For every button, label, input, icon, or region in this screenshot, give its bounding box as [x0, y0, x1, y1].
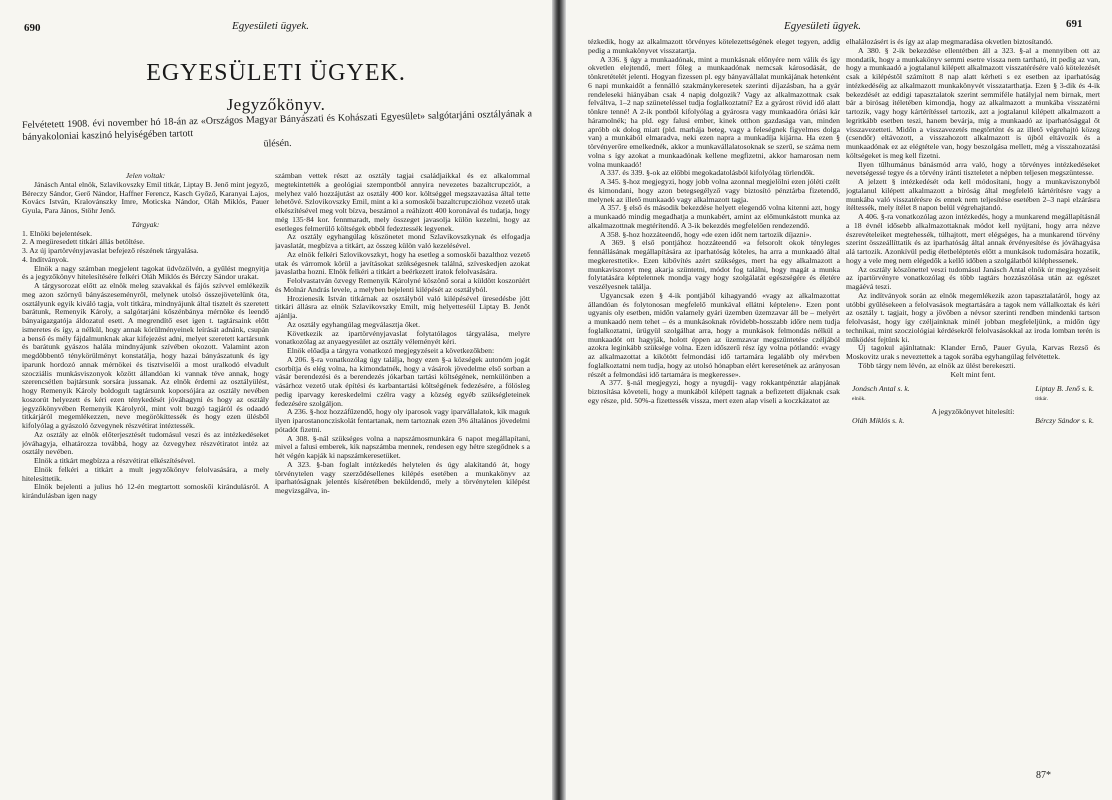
paragraph: Következik az ipartörvényjavaslat folytatólagos tárgyalása, melyre vonatkozólag az anyaegyesület az osztály véleményét kéri. [275, 328, 530, 347]
minutes-intro [22, 108, 533, 156]
signature-verifier-1: Oláh Miklós s. k. [852, 415, 905, 425]
paragraph: Az indítványok során az elnök megemlékezik azon tapasztalatáról, hogy az utóbbi gyűlésekeen a felolvasások megtartására a tagok nem vállalkoztak és kéri az osztály t. tagjait, hogy a jövőben a névsor szerinti rendben mindenki tartson felolvasást, hogy így czéljainknak minél jobban megfeleljünk, a midőn úgy technikai, mint szocziológiai kérdésekről felolvasásokkal az iroda lomban terén is működést fejtünk ki. [846, 290, 1100, 344]
paragraph: 2. A megüresedett titkári állás betöltése. [22, 237, 145, 247]
paragraph: A 345. §-hoz megjegyzi, hogy jobb volna azonnal megjelölni ezen jóléti czélt és kimondani, hogy azon betegsegélyző vagy biztosító pénztárba fizetendő, melynek az illető munkaadó vagy alkalmazott tagja. [588, 177, 840, 204]
signature-president-role: elnök. [852, 396, 866, 402]
paragraph: Az osztály az elnök előterjesztését tudomásul veszi és az intézkedéseket jóváhagyja, elhatározza továbbá, hogy az özvegyhez részvétiratot intéz az osztály nevében. [22, 429, 269, 457]
paragraph: Elnök bejelenti a julius hó 12-én megtartott somoskői kirándulásról. A kirándulásban igen nagy [22, 482, 269, 500]
minutes-title: Jegyzőkönyv. [226, 95, 326, 114]
paragraph: A 337. és 339. §-ok az előbbi megokadatolásból kifolyólag törlendők. [600, 168, 815, 178]
paragraph: Elnök előadja a tárgyra vonatkozó megjegyzéseit a következőkben: [287, 346, 495, 355]
paragraph: A jelzett § intézkedését oda kell módosítani, hogy a munkaviszonyból jogtalanul kilépett alkalmazott a bíróság által megfelelő kártérítésre vagy a munkába való visszatérésre és ennek nem teljesítése esetében 2–3 napi elzárásra ítéltessék, mely ítélet 8 napon belül végrehajtandó. [846, 177, 1100, 213]
paragraph: Jelen voltak: [125, 172, 166, 180]
paragraph: A 308. §-nál szükséges volna a napszámosmunkára 6 napot megállapítani, mivel a falusi emberek, kik napszámba mennek, rendesen egy hétre szegődnek s a hét végén kapják ki napszámkeresetüket. [275, 433, 530, 460]
paragraph: A 358. §-hoz hozzáteendő, hogy «de ezen időt nem tartozik díjazni». [600, 229, 812, 239]
paragraph: 4. Indítványok. [22, 254, 69, 264]
paragraph: tézkedik, hogy az alkalmazott törvényes kötelezettségének eleget tegyen, addig pedig a munkakönyvet visszatartja. [588, 38, 840, 55]
intro-text: Felvétetett 1908. évi november hó 18-án az «Országos Magyar Bányászati és Kohászati Egyesület» salgótarjáni osztályának a bányakoloniai kaszinó helyiségében tartott [22, 108, 533, 143]
paragraph: Ugyancsak ezen § 4-ik pontjából kihagyandó «vagy az alkalmazottat állandóan és folytonosan megfelelő munkával ellátni képtelen». Ezen pont ugyanis oly esetben, midőn valamely gyári üzemben üzemzavar áll be – melyért a munkaadó nem tehet – és a munkásoknak rövidebb-hosszabb időre nem tudja foglalkoztatni, ürügyül szolgálhat arra, hogy a munkások felmondás nélkül a munkaadót ott hagyják, holott éppen az üzemzavar megszüntetése czéljából azokra leginkább szüksége volna. Ezen időszerű rész így volna pótlandó: «vagy az alkalmazottat a kikötött felmondási idő tartamára legalább oly mérvben foglalkoztatni nem tudja, hogy az utolsó hónapban elért keresetének az arányosan részét a felmondási idő tartamára is megkeresse». [588, 290, 840, 379]
page-number-right: 691 [1066, 18, 1083, 30]
paragraph: A 406. §-ra vonatkozólag azon intézkedés, hogy a munkarend megállapításnál a 18 évnél idősebb alkalmazottaknak módot kell nyújtani, hogy arra nézve észrevételeiket megtehessék, túlhajtott, mert elégséges, ha a munkarend törvény szerint összeállíttatik és az iparhatóság által annak érvényesítése és jóváhagyása alá tartozik. Azonkívül pedig életbeléptetés előtt a munkások tudomására hozatik, hogy a vele meg nem elégedők a kellő időben a szolgálatból kiléphessenek. [846, 212, 1100, 265]
signature-secretary-role: titkár. [1035, 396, 1048, 402]
right-column-2 [846, 38, 1100, 798]
paragraph: A 357. § első és második bekezdése helyett elegendő volna kitenni azt, hogy a munkaadó mindig megadhatja a munkabért, amint az előmunkástott munka az alkalmazottnak megtérítendő. A 3-ik bekezdés megfelelően rendezendő. [588, 203, 840, 230]
left-column-1 [22, 172, 269, 792]
paragraph: Ilyen tűlhumánus bánásmód arra való, hogy a törvényes intézkedéseket nevetségessé tegye és a törvény iránti tiszteletet a népben teljesen megszüntesse. [846, 159, 1100, 178]
paragraph: Az osztály egyhangúlag köszönetet mond Szlavikovszkynak és elfogadja javaslatát, megbízva a titkárt, az összeg külön való kezelésével. [275, 232, 530, 250]
paragraph: A tárgysorozat előtt az elnök meleg szavakkal és fájós szívvel emlékezik meg azon szörnyű bányászeseményről, melynek utolsó összejövetelünk óta, osztályunk egyik kiváló tagja, volt titkára, mindnyájunk által tisztelt és szeretett barátunk, Remenyik Károly, a salgótarjáni kőszénbánya mérnöke és leendő bányaigazgatója áldozatul esett. A megrendítő eset igen t. tagtársaink előtt ismeretes és így, a nélkül, hogy annak körülményeinek leírását adnánk, csupán a benső és mély fájdalmunknak akar kifejezést adni, melyet szeretett kartársunk és barátunk gyászos halála mindnyájunk szívében okozott. Valamint azon megdöbbentő ténykörülményt konstatálja, hogy hazai bányászatunk és így iparunk hordozó annak mérnökei és tisztviselői a most uralkodó elvadult szocziális munkásviszonyok között állandóan ki vannak téve annak, hogy szerencsétlen bajtársunk sorsára jussanak. Az elnök érdemi az osztályülést, hogy Remenyik Károly boldogult tagtársunk koporsójára az osztály nevében koszorút helyezett és kéri ezen ténykedését jóváhagyni és hogy az osztály jegyzőkönyvében Remenyik Károlyról, mint volt buzgó tagjáról és odaadó titkárjáról megemlékezzen, neve megörökíttessék és hogy ezen ülésből kifolyólag a gyászoló özvegynek részvétirat intéztessék. [22, 281, 269, 430]
left-column-2 [275, 172, 530, 792]
paragraph: Elnök a nagy számban megjelent tagokat üdvözölvén, a gyűlést megnyitja és a jegyzőkönyv hitelesítésére felkéri Oláh Miklós és Bérczy Sándor urakat. [22, 263, 269, 282]
paragraph: A 236. §-hoz hozzáfűzendő, hogy oly iparosok vagy iparvállalatok, kik maguk ilyen iparostanoncziskolát fentartanak, nem tartoznak ezen 3% általános jövedelmi pótadót fizetni. [275, 407, 530, 434]
paragraph: elhalálozásért is és így az alap megmaradása okvetlen biztosítandó. [846, 38, 1053, 46]
paragraph: 3. Az új ipartörvényjavaslat befejező részének tárgyalása. [22, 246, 199, 255]
running-header-left: Egyesületi ügyek. [232, 20, 309, 32]
right-page [566, 0, 1112, 800]
intro-text-end: ülésén. [263, 137, 292, 150]
paragraph: Az elnök felkéri Szlovikovszkyt, hogy ha esetleg a somoskői bazalthoz vezető utak és várromok körül a javításokat szükségesnek találná, szíveskedjen azokat javaslatba hozni. Elnök felkéri a titkárt a beérkezett iratok felolvasására. [275, 249, 530, 277]
paragraph: A 369. § első pontjához hozzáteendő «a felsorolt okok tényleges fennállásának megállapítására az iparhatóság köteles, ha arra a munkaadó által megkeresttetik». Ezen kibővítés azért szükséges, mert ha egy alkalmazott a munkaviszonyt meg akarja szüntetni, módot fog találni, hogy magát a munka folytatására képtelennek mondja vagy hogy szolgálatát egészségére és életére veszélyesnek találja. [588, 238, 840, 291]
verified-label: A jegyzőkönyvet hitelesítí: [931, 406, 1015, 416]
right-column-2-text [846, 38, 1100, 379]
paragraph: A 380. § 2-ik bekezdése ellentétben áll a 323. §-al a mennyiben ott az mondatik, hogy a munkakönyv semmi esetre vissza nem tartható, itt pedig az van, hogy a munkaadó a jogtalanul kilépett alkalmazott visszatérésére való kötelezését csak a kilépéstől számított 8 nap alatt kérheti s ez esetben az iparhatóság intézkedéséig az alkalmazott munkakönyvét visszatarthatja. Ezen § 3-dik és 4-ik bekezdését az eddigi tapasztalatok szerint semmiféle hatályjal nem birnak, mert bár a birósag ítéletében kimondja, hogy az alkalmazott a munkába visszatérni tartozik, vagy hogy kártérítéssel tartozik, azt a jogtalanul kilépett alkalmazott a legritkább esetben teszi, hanem bevárja, míg a munkaadó az iparhatósággal őt visszavezetteti. Midőn a visszavezetés megtörtént és az illető végrehajtó közeg (csendőr) eltávozott, a visszahozott alkalmazott is újból eltávozik és a munkaadónak ez az elégtétele van, hogy beszolgása mellett, még a visszahozatási költségeket is meg kell fizetni. [846, 45, 1100, 160]
paragraph: Az osztály köszönettel veszi tudomásul Janásch Antal elnök úr megjegyzéseit az ipartörvényre vonatkozólag és több tagtárs hozzászólása után az egészet magáévá teszi. [846, 264, 1100, 291]
paragraph: A 323. §-ban foglalt intézkedés helytelen és úgy alakítandó át, hogy törvénytelen vagy szerződésellenes kilépés esetében a munkakönyv az iparhatóságnak jelentés kíséretében beküldendő, mely a törvénytelen kilépést megvizsgálva, in- [275, 459, 530, 495]
signature-row-2 [846, 417, 1100, 426]
book-gutter [552, 0, 566, 800]
paragraph: 1. Elnöki bejelentések. [22, 228, 93, 238]
signature-secretary: Liptay B. Jenő s. k. titkár. [1035, 384, 1094, 402]
signature-verifier-2: Bérczy Sándor s. k. [1035, 415, 1094, 425]
paragraph: Több tárgy nem lévén, az elnök az ülést berekeszti. [858, 360, 1016, 370]
signature-mark: 87* [1036, 770, 1051, 781]
running-header-right: Egyesületi ügyek. [784, 20, 861, 32]
paragraph: Hrozienesik István titkárnak az osztályból való kilépésével üresedésbe jött titkári állásra az elnök Szlavikovszky Emilt, míg helyetteséül Liptay B. Jenőt ajánlja. [275, 293, 530, 320]
paragraph: Új tagokul ajánltatnak: Klander Ernő, Pauer Gyula, Karvas Rezső és Moskovitz urak s neveztettek a tagok sorába egyhangúlag felvétettek. [846, 343, 1100, 361]
section-title: EGYESÜLETI ÜGYEK. [146, 60, 406, 86]
paragraph: Elnök a titkárt megbízza a részvétirat elkészítésével. [34, 456, 196, 465]
right-column-1 [588, 38, 840, 798]
signature-row-1 [846, 385, 1100, 404]
paragraph: Elnök felkéri a titkárt a mult jegyzőkönyv felolvasására, a mely hitelesíttetik. [22, 464, 269, 483]
paragraph: A 336. § úgy a munkaadónak, mint a munkásnak előnyére nem válik és így okvetlen elejtendő, mert főleg a munkaadónak nemcsak károsodását, de tönkretételét jelenti. Hogyan fizessen pl. egy bányavállalat munkájának hetenként 6 napi munkaidőt a fennálló szakmánykeresetek szerinti díjazásban, ha a gyár rendeleseki hiányában csak 4 napig dolgozik? Vagy az alkalmazottnak csak felváltva, 1–2 nap szüneteléssel tudja foglalkoztatni? Ez a gyárost rövid idő alatt tönkre tenné! A 2-ik pontból kifolyólag a gyárosra vagy munkaadóra óriási kár háramolnék; ha pld. egy falusi ember, kinek otthon gazdasága van, minden apróbb ok dolog miatt (pld. marhája beteg, vagy a feleségnek figyelmes dolga van) a munkából elmaradva, neki ezen napra a munkadíja kijárna. Ha ezen § törvényerőre emelkednék, akkor a munkavállalatosoknak se szerű, se száma nem volna s így azokat a munkaadónak kellene megfizetni, akkor hamarosan nem volna munkaadó! [588, 54, 840, 169]
paragraph: számban vettek részt az osztály tagjai családjaikkal és ez alkalommal megtekintették a geológiai szempontból annyira nevezetes bazaltcrupcziót, a melyhez való hozzájutást az osztály 400 kor. költséggel megszavazása által tette lehetővé. Szlovikovszky Emil, mint a ki a somoskői bazaltcrupczióhoz vezető utak elkészítésével meg volt bízva, beszámol a reáhízott 400 koronával és tudatja, hogy még 135·84 kor. fennmaradt, mely összeget javasolja külön kezelni, hogy az esetleges felmerülő költségek ebből fedeztessék legyenek. [275, 172, 530, 233]
paragraph: Kelt mint fent. [950, 369, 996, 379]
paragraph: Jánásch Antal elnök, Szlavikovszky Emil titkár, Liptay B. Jenő mint jegyző, Béreczy Sándor, Gerő Nándor, Haffner Ferencz, Kasch Győző, Karanyai Lajos, Kovács István, Kralovánszky Imre, Moticska Nándor, Oláh Miklós, Pauer Gyula, Para János, Stöhr Jenő. [22, 179, 269, 215]
signature-president: Jonásch Antal s. k. elnök. [852, 384, 910, 402]
paragraph: Az osztály egyhangúlag megválasztja őket. [287, 319, 420, 329]
paragraph: A 206. §-ra vonatkozólag úgy találja, hogy ezen §-a községek autonóm jogát csorbítja és elég volna, ha kimondatnék, hogy a vásárok jövedelme első sorban a vásár berendezési és a berendezés jókarban tartási költségének, nemkülönben a vásárhoz vezető utak építési és karbantartási költségének fedezésére, a fölösleg pedig iparvagy kereskedelmi czélra vagy a község egyéb szükségleteinek fedezésére szolgáljon. [275, 354, 530, 408]
paragraph: A 377. §-nál megjegyzi, hogy a nyugdíj- vagy rokkantpénztár alapjának biztosítása követeli, hogy a munkából kilépett tagnak a befizetett díjaknak csak egy része, pld. 50%-a fizettessék vissza, mert ezen alap viseli a koczkázatot az [588, 378, 840, 405]
page-number-left: 690 [24, 22, 41, 34]
paragraph: Tárgyak: [131, 219, 160, 229]
paragraph: Felolvastatván özvegy Remenyik Károlyné köszönő sorai a küldött koszorúért és Molnár András levele, a melyben bejelenti kilépését az osztályból. [275, 276, 530, 294]
left-page [0, 0, 552, 800]
